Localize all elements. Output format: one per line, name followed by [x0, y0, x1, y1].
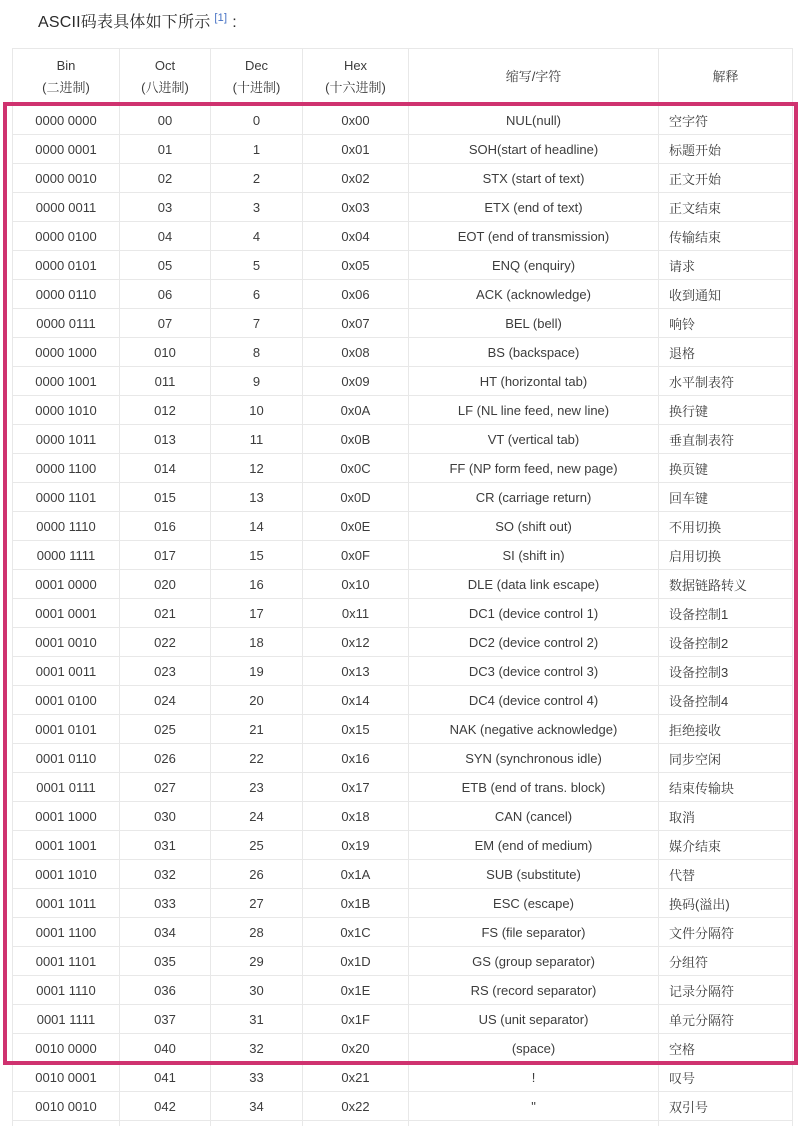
cell-desc: 叹号: [659, 1063, 793, 1092]
cell-dec: 11: [211, 425, 303, 454]
cell-oct: 021: [120, 599, 211, 628]
cell-dec: 19: [211, 657, 303, 686]
cell-oct: 040: [120, 1034, 211, 1063]
cell-bin: 0001 0100: [13, 686, 120, 715]
cell-hex: 0x08: [303, 338, 409, 367]
cell-desc: 设备控制1: [659, 599, 793, 628]
cell-oct: 036: [120, 976, 211, 1005]
cell-oct: 016: [120, 512, 211, 541]
cell-dec: 7: [211, 309, 303, 338]
table-row: [13, 657, 793, 686]
table-row: [13, 1034, 793, 1063]
cell-desc: 设备控制4: [659, 686, 793, 715]
table-row: [13, 164, 793, 193]
cell-bin: 0000 1011: [13, 425, 120, 454]
cell-bin: 0000 1110: [13, 512, 120, 541]
cell-oct: 02: [120, 164, 211, 193]
table-row: [13, 512, 793, 541]
cell-oct: 010: [120, 338, 211, 367]
cell-hex: 0x22: [303, 1092, 409, 1121]
cell-desc: 空字符: [659, 106, 793, 135]
cell-dec: 6: [211, 280, 303, 309]
table-row: [13, 918, 793, 947]
cell-abbr: LF (NL line feed, new line): [409, 396, 659, 425]
cell-hex: 0x15: [303, 715, 409, 744]
cell-dec: 13: [211, 483, 303, 512]
cell-dec: 31: [211, 1005, 303, 1034]
column-header-abbr-char: 缩写/字符: [409, 49, 659, 106]
cell-oct: 031: [120, 831, 211, 860]
cell-oct: 014: [120, 454, 211, 483]
cell-dec: 3: [211, 193, 303, 222]
table-row: [13, 570, 793, 599]
cell-abbr: GS (group separator): [409, 947, 659, 976]
table-row: [13, 599, 793, 628]
page-title-text: ASCII码表具体如下所示: [38, 14, 211, 31]
cell-abbr: ETX (end of text): [409, 193, 659, 222]
cell-hex: 0x18: [303, 802, 409, 831]
cell-hex: 0x1B: [303, 889, 409, 918]
cell-oct: 011: [120, 367, 211, 396]
cell-oct: 022: [120, 628, 211, 657]
cell-desc: 换页键: [659, 454, 793, 483]
cell-abbr: FS (file separator): [409, 918, 659, 947]
cell-hex: 0x05: [303, 251, 409, 280]
cell-bin: 0000 1100: [13, 454, 120, 483]
cell-bin: 0001 1101: [13, 947, 120, 976]
cell-oct: 020: [120, 570, 211, 599]
cell-dec: 9: [211, 367, 303, 396]
table-row: [13, 628, 793, 657]
ascii-code-table: [12, 48, 793, 1126]
cell-dec: 26: [211, 860, 303, 889]
cell-bin: 0001 0110: [13, 744, 120, 773]
cell-abbr: [409, 1121, 659, 1126]
cell-abbr: DC1 (device control 1): [409, 599, 659, 628]
cell-hex: 0x13: [303, 657, 409, 686]
cell-dec: 12: [211, 454, 303, 483]
cell-hex: 0x03: [303, 193, 409, 222]
cell-bin: 0000 0101: [13, 251, 120, 280]
cell-dec: 22: [211, 744, 303, 773]
cell-dec: 27: [211, 889, 303, 918]
cell-bin: 0001 0001: [13, 599, 120, 628]
table-row: [13, 251, 793, 280]
table-row: [13, 222, 793, 251]
cell-hex: 0x1A: [303, 860, 409, 889]
footnote-ref-link[interactable]: [1]: [214, 11, 228, 24]
cell-dec: 2: [211, 164, 303, 193]
cell-bin: 0001 1100: [13, 918, 120, 947]
cell-abbr: ETB (end of trans. block): [409, 773, 659, 802]
table-row: [13, 802, 793, 831]
column-header-bin: Bin (二进制): [13, 49, 120, 106]
cell-desc: 传输结束: [659, 222, 793, 251]
cell-dec: 4: [211, 222, 303, 251]
cell-hex: 0x0C: [303, 454, 409, 483]
table-row: [13, 106, 793, 135]
cell-hex: 0x19: [303, 831, 409, 860]
cell-bin: 0000 0110: [13, 280, 120, 309]
column-header-dec: Dec (十进制): [211, 49, 303, 106]
cell-hex: 0x1F: [303, 1005, 409, 1034]
cell-abbr: FF (NP form feed, new page): [409, 454, 659, 483]
cell-hex: 0x10: [303, 570, 409, 599]
cell-hex: 0x1D: [303, 947, 409, 976]
cell-bin: 0000 0001: [13, 135, 120, 164]
cell-oct: 023: [120, 657, 211, 686]
cell-abbr: DC3 (device control 3): [409, 657, 659, 686]
cell-abbr: NAK (negative acknowledge): [409, 715, 659, 744]
cell-dec: 1: [211, 135, 303, 164]
column-header-hex: Hex (十六进制): [303, 49, 409, 106]
cell-dec: 28: [211, 918, 303, 947]
table-row: [13, 454, 793, 483]
cell-hex: 0x0F: [303, 541, 409, 570]
cell-hex: 0x07: [303, 309, 409, 338]
cell-dec: 30: [211, 976, 303, 1005]
clipped-next-row: [13, 1121, 793, 1126]
cell-bin: 0010 0000: [13, 1034, 120, 1063]
table-row: [13, 309, 793, 338]
cell-desc: 换码(溢出): [659, 889, 793, 918]
cell-oct: 06: [120, 280, 211, 309]
ascii-table-body: [13, 106, 793, 1121]
table-row: [13, 1092, 793, 1121]
cell-abbr: SYN (synchronous idle): [409, 744, 659, 773]
table-row: [13, 976, 793, 1005]
cell-hex: 0x00: [303, 106, 409, 135]
cell-hex: [303, 1121, 409, 1126]
cell-dec: 0: [211, 106, 303, 135]
cell-abbr: NUL(null): [409, 106, 659, 135]
cell-dec: 15: [211, 541, 303, 570]
cell-oct: 012: [120, 396, 211, 425]
cell-bin: 0000 1111: [13, 541, 120, 570]
cell-desc: 请求: [659, 251, 793, 280]
cell-oct: 027: [120, 773, 211, 802]
cell-abbr: CAN (cancel): [409, 802, 659, 831]
cell-hex: 0x14: [303, 686, 409, 715]
cell-desc: 设备控制2: [659, 628, 793, 657]
cell-desc: 代替: [659, 860, 793, 889]
cell-hex: 0x12: [303, 628, 409, 657]
cell-bin: 0000 1010: [13, 396, 120, 425]
cell-desc: 垂直制表符: [659, 425, 793, 454]
header-row: [13, 49, 793, 106]
column-header-explanation: 解释: [659, 49, 793, 106]
cell-desc: 同步空闲: [659, 744, 793, 773]
cell-bin: 0001 1010: [13, 860, 120, 889]
table-row: [13, 947, 793, 976]
table-header: [13, 49, 793, 106]
cell-desc: 记录分隔符: [659, 976, 793, 1005]
cell-abbr: DC4 (device control 4): [409, 686, 659, 715]
cell-desc: 标题开始: [659, 135, 793, 164]
cell-hex: 0x01: [303, 135, 409, 164]
cell-dec: 8: [211, 338, 303, 367]
table-row: [13, 744, 793, 773]
cell-hex: 0x0D: [303, 483, 409, 512]
table-row: [13, 367, 793, 396]
cell-oct: 035: [120, 947, 211, 976]
cell-desc: 水平制表符: [659, 367, 793, 396]
cell-oct: 04: [120, 222, 211, 251]
cell-bin: 0001 1000: [13, 802, 120, 831]
cell-hex: 0x16: [303, 744, 409, 773]
table-row: [13, 135, 793, 164]
cell-dec: 23: [211, 773, 303, 802]
cell-desc: 双引号: [659, 1092, 793, 1121]
table-row: [13, 831, 793, 860]
cell-dec: 24: [211, 802, 303, 831]
cell-desc: 文件分隔符: [659, 918, 793, 947]
table-row: [13, 193, 793, 222]
cell-oct: 033: [120, 889, 211, 918]
cell-oct: 030: [120, 802, 211, 831]
cell-hex: 0x0A: [303, 396, 409, 425]
cell-hex: 0x20: [303, 1034, 409, 1063]
cell-desc: 媒介结束: [659, 831, 793, 860]
cell-oct: 07: [120, 309, 211, 338]
cell-abbr: SI (shift in): [409, 541, 659, 570]
cell-dec: 29: [211, 947, 303, 976]
cell-hex: 0x04: [303, 222, 409, 251]
cell-oct: 05: [120, 251, 211, 280]
table-row: [13, 1063, 793, 1092]
table-row: [13, 1005, 793, 1034]
cell-abbr: HT (horizontal tab): [409, 367, 659, 396]
cell-abbr: ACK (acknowledge): [409, 280, 659, 309]
cell-abbr: ": [409, 1092, 659, 1121]
cell-bin: 0000 1101: [13, 483, 120, 512]
cell-abbr: RS (record separator): [409, 976, 659, 1005]
cell-hex: 0x11: [303, 599, 409, 628]
cell-bin: 0010 0001: [13, 1063, 120, 1092]
cell-dec: 32: [211, 1034, 303, 1063]
cell-bin: 0000 1000: [13, 338, 120, 367]
cell-desc: 数据链路转义: [659, 570, 793, 599]
cell-dec: 20: [211, 686, 303, 715]
cell-bin: 0000 0000: [13, 106, 120, 135]
table-row: [13, 715, 793, 744]
cell-desc: 设备控制3: [659, 657, 793, 686]
cell-hex: 0x09: [303, 367, 409, 396]
cell-oct: 042: [120, 1092, 211, 1121]
cell-oct: 037: [120, 1005, 211, 1034]
cell-dec: 25: [211, 831, 303, 860]
cell-oct: 041: [120, 1063, 211, 1092]
cell-oct: 024: [120, 686, 211, 715]
cell-desc: 不用切换: [659, 512, 793, 541]
cell-hex: 0x21: [303, 1063, 409, 1092]
cell-oct: 017: [120, 541, 211, 570]
cell-bin: 0000 0011: [13, 193, 120, 222]
cell-desc: 退格: [659, 338, 793, 367]
cell-bin: 0010 0010: [13, 1092, 120, 1121]
table-row: [13, 686, 793, 715]
cell-bin: 0001 0010: [13, 628, 120, 657]
cell-hex: 0x06: [303, 280, 409, 309]
cell-desc: 空格: [659, 1034, 793, 1063]
cell-oct: 015: [120, 483, 211, 512]
cell-hex: 0x1C: [303, 918, 409, 947]
cell-bin: 0000 0100: [13, 222, 120, 251]
cell-bin: 0001 1011: [13, 889, 120, 918]
cell-desc: 单元分隔符: [659, 1005, 793, 1034]
cell-abbr: !: [409, 1063, 659, 1092]
cell-bin: 0000 1001: [13, 367, 120, 396]
cell-desc: 换行键: [659, 396, 793, 425]
cell-bin: 0001 1001: [13, 831, 120, 860]
cell-dec: 17: [211, 599, 303, 628]
cell-dec: 14: [211, 512, 303, 541]
cell-bin: 0001 1111: [13, 1005, 120, 1034]
table-row: [13, 483, 793, 512]
cell-desc: 收到通知: [659, 280, 793, 309]
cell-oct: [120, 1121, 211, 1126]
table-row: [13, 396, 793, 425]
cell-abbr: SOH(start of headline): [409, 135, 659, 164]
cell-bin: 0001 0111: [13, 773, 120, 802]
table-row: [13, 773, 793, 802]
cell-oct: 034: [120, 918, 211, 947]
cell-hex: 0x17: [303, 773, 409, 802]
cell-abbr: BS (backspace): [409, 338, 659, 367]
cell-bin: [13, 1121, 120, 1126]
cell-desc: 结束传输块: [659, 773, 793, 802]
cell-desc: 正文结束: [659, 193, 793, 222]
cell-abbr: SO (shift out): [409, 512, 659, 541]
cell-abbr: ESC (escape): [409, 889, 659, 918]
cell-dec: 21: [211, 715, 303, 744]
cell-abbr: DC2 (device control 2): [409, 628, 659, 657]
cell-desc: 拒绝接收: [659, 715, 793, 744]
cell-oct: 00: [120, 106, 211, 135]
table-row: [13, 541, 793, 570]
cell-dec: 34: [211, 1092, 303, 1121]
cell-abbr: SUB (substitute): [409, 860, 659, 889]
cell-oct: 013: [120, 425, 211, 454]
table-row: [13, 425, 793, 454]
cell-abbr: (space): [409, 1034, 659, 1063]
cell-dec: 16: [211, 570, 303, 599]
cell-bin: 0001 0011: [13, 657, 120, 686]
table-row: [13, 889, 793, 918]
cell-abbr: US (unit separator): [409, 1005, 659, 1034]
cell-abbr: ENQ (enquiry): [409, 251, 659, 280]
column-header-oct: Oct (八进制): [120, 49, 211, 106]
cell-dec: 33: [211, 1063, 303, 1092]
cell-bin: 0001 0000: [13, 570, 120, 599]
cell-desc: 启用切换: [659, 541, 793, 570]
cell-oct: 025: [120, 715, 211, 744]
cell-bin: 0000 0010: [13, 164, 120, 193]
cell-desc: 响铃: [659, 309, 793, 338]
cell-desc: 正文开始: [659, 164, 793, 193]
cell-bin: 0000 0111: [13, 309, 120, 338]
cell-hex: 0x0B: [303, 425, 409, 454]
cell-oct: 01: [120, 135, 211, 164]
cell-hex: 0x1E: [303, 976, 409, 1005]
cell-dec: [211, 1121, 303, 1126]
cell-desc: 回车键: [659, 483, 793, 512]
cell-bin: 0001 0101: [13, 715, 120, 744]
cell-bin: 0001 1110: [13, 976, 120, 1005]
cell-hex: 0x0E: [303, 512, 409, 541]
cell-hex: 0x02: [303, 164, 409, 193]
table-row: [13, 338, 793, 367]
cell-abbr: VT (vertical tab): [409, 425, 659, 454]
table-row: [13, 860, 793, 889]
cell-abbr: BEL (bell): [409, 309, 659, 338]
cell-dec: 18: [211, 628, 303, 657]
cell-abbr: CR (carriage return): [409, 483, 659, 512]
cell-abbr: DLE (data link escape): [409, 570, 659, 599]
table-row-partial: [13, 1121, 793, 1126]
page-title: [38, 9, 237, 32]
cell-dec: 10: [211, 396, 303, 425]
cell-abbr: STX (start of text): [409, 164, 659, 193]
cell-abbr: EOT (end of transmission): [409, 222, 659, 251]
cell-oct: 032: [120, 860, 211, 889]
cell-abbr: EM (end of medium): [409, 831, 659, 860]
cell-oct: 03: [120, 193, 211, 222]
cell-desc: [659, 1121, 793, 1126]
table-row: [13, 280, 793, 309]
cell-desc: 取消: [659, 802, 793, 831]
page-title-colon: :: [232, 14, 237, 31]
cell-dec: 5: [211, 251, 303, 280]
cell-oct: 026: [120, 744, 211, 773]
cell-desc: 分组符: [659, 947, 793, 976]
